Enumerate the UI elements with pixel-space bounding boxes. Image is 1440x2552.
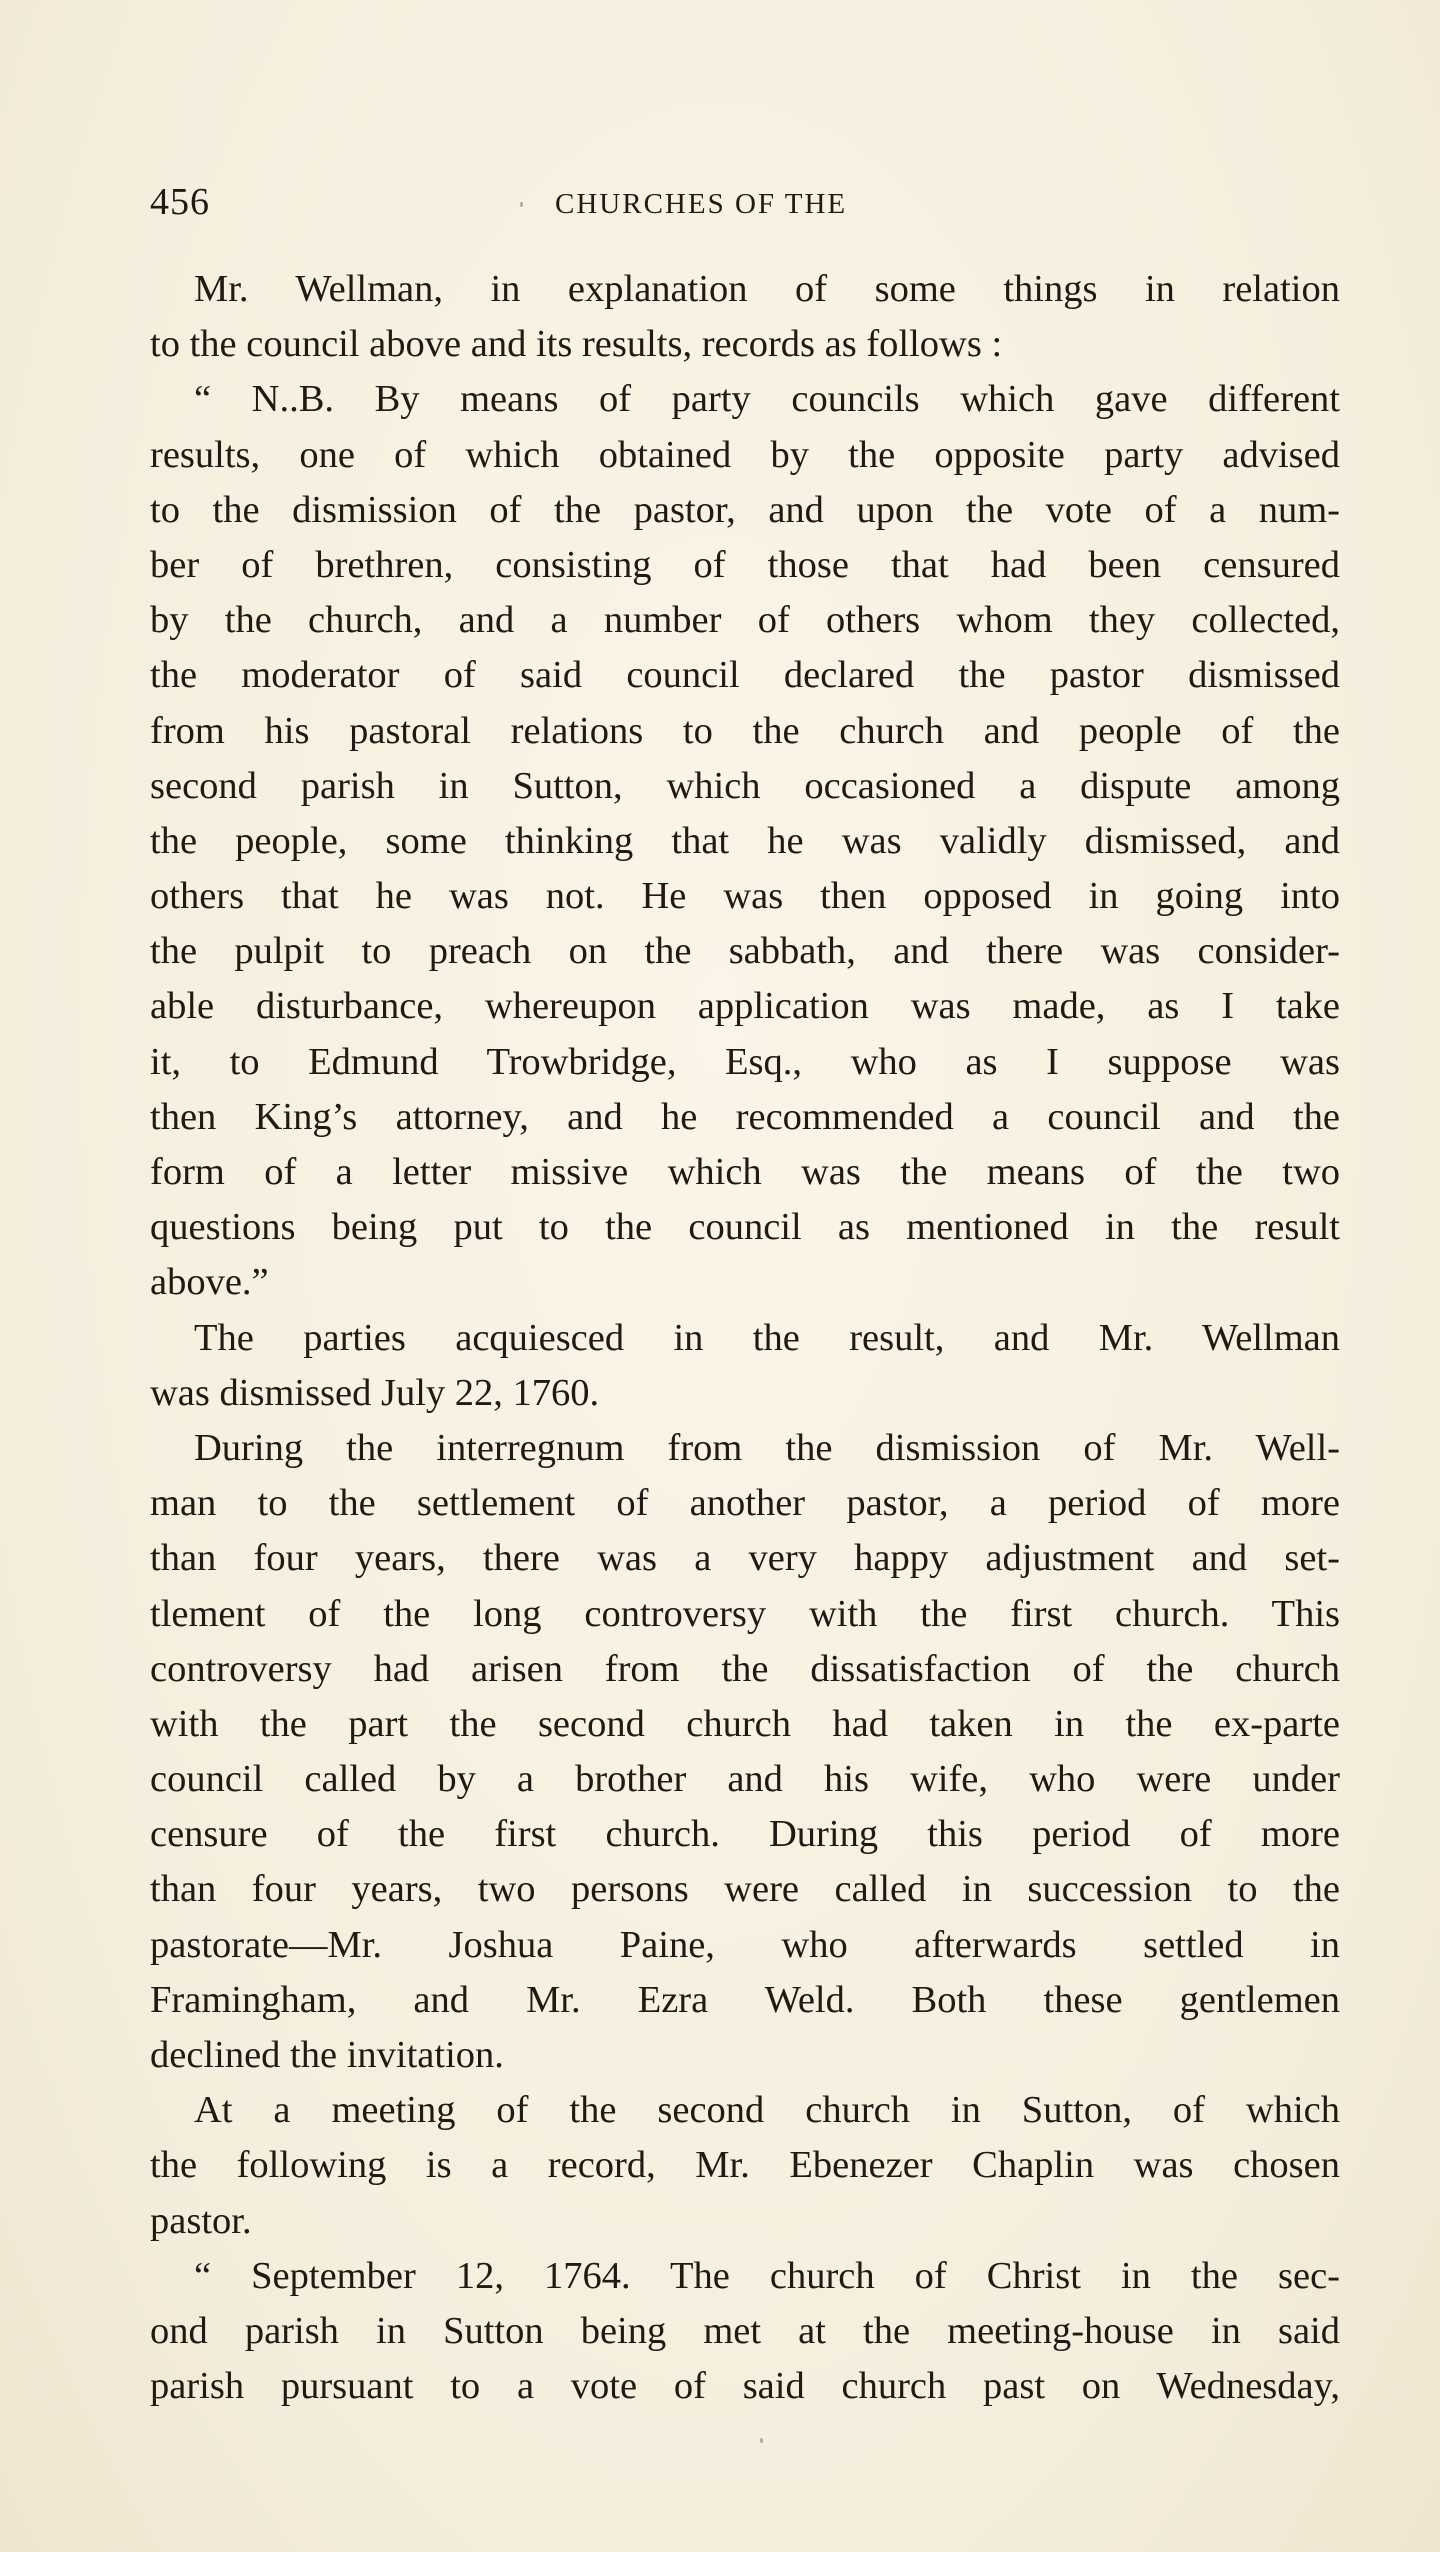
text-line: the following is a record, Mr. Ebenezer Chaplin was chosen — [150, 2144, 1340, 2187]
text-line: to the dismission of the pastor, and upon the vote of a num- — [150, 488, 1340, 531]
page-number: 456 — [150, 181, 210, 223]
text-line: then King’s attorney, and he recommended a council and the — [150, 1095, 1340, 1138]
text-line: declined the invitation. — [150, 2034, 504, 2076]
text-line: parish pursuant to a vote of said church past on Wednesday, — [150, 2365, 1340, 2408]
running-head: CHURCHES OF THE — [555, 188, 848, 220]
text-line: than four years, two persons were called in succession to the — [150, 1868, 1340, 1911]
text-line: “ September 12, 1764. The church of Christ in the sec- — [194, 2254, 1340, 2297]
text-line: the pulpit to preach on the sabbath, and there was consider- — [150, 930, 1340, 973]
text-line: Framingham, and Mr. Ezra Weld. Both these gentlemen — [150, 1978, 1340, 2021]
text-line: questions being put to the council as mentioned in the result — [150, 1206, 1340, 1249]
text-line: form of a letter missive which was the means of the two — [150, 1151, 1340, 1193]
text-line: During the interregnum from the dismission of Mr. Well- — [194, 1426, 1340, 1469]
text-line: pastorate—Mr. Joshua Paine, who afterwards settled in — [150, 1923, 1340, 1966]
text-line: Mr. Wellman, in explanation of some things in relation — [194, 268, 1340, 310]
text-line: the moderator of said council declared the pastor dismissed — [150, 654, 1340, 697]
text-line: was dismissed July 22, 1760. — [150, 1371, 600, 1414]
text-line: ber of brethren, consisting of those that had been censured — [150, 543, 1340, 586]
text-line: controversy had arisen from the dissatisfaction of the church — [150, 1647, 1340, 1690]
text-line: council called by a brother and his wife, who were under — [150, 1758, 1340, 1801]
text-line: with the part the second church had taken in the ex-parte — [150, 1702, 1340, 1745]
text-line: pastor. — [150, 2199, 252, 2242]
page-header — [150, 180, 1340, 240]
text-line: others that he was not. He was then opposed in going into — [150, 875, 1340, 918]
text-line: ond parish in Sutton being met at the meeting-house in said — [150, 2309, 1340, 2352]
text-line: The parties acquiesced in the result, and Mr. Wellman — [194, 1316, 1340, 1359]
text-line: to the council above and its results, records as follows : — [150, 323, 1003, 366]
text-line: “ N..B. By means of party councils which gave different — [194, 378, 1340, 421]
text-line: censure of the first church. During this period of more — [150, 1813, 1340, 1856]
text-line: At a meeting of the second church in Sutton, of which — [194, 2089, 1340, 2132]
text-line: able disturbance, whereupon application was made, as I take — [150, 985, 1340, 1028]
text-line: by the church, and a number of others whom they collected, — [150, 599, 1340, 642]
text-line: above.” — [150, 1261, 269, 1304]
text-line: than four years, there was a very happy adjustment and set- — [150, 1537, 1340, 1580]
paper-speck — [520, 202, 523, 207]
text-line: the people, some thinking that he was validly dismissed, and — [150, 819, 1340, 862]
text-line: tlement of the long controversy with the first church. This — [150, 1592, 1340, 1635]
text-line: second parish in Sutton, which occasioned a dispute among — [150, 764, 1340, 807]
text-line: it, to Edmund Trowbridge, Esq., who as I suppose was — [150, 1040, 1340, 1083]
paper-speck — [760, 2438, 763, 2443]
text-line: from his pastoral relations to the church and people of the — [150, 709, 1340, 752]
body-text — [150, 262, 1340, 2414]
text-line: man to the settlement of another pastor, a period of more — [150, 1482, 1340, 1525]
text-line: results, one of which obtained by the opposite party advised — [150, 433, 1340, 476]
